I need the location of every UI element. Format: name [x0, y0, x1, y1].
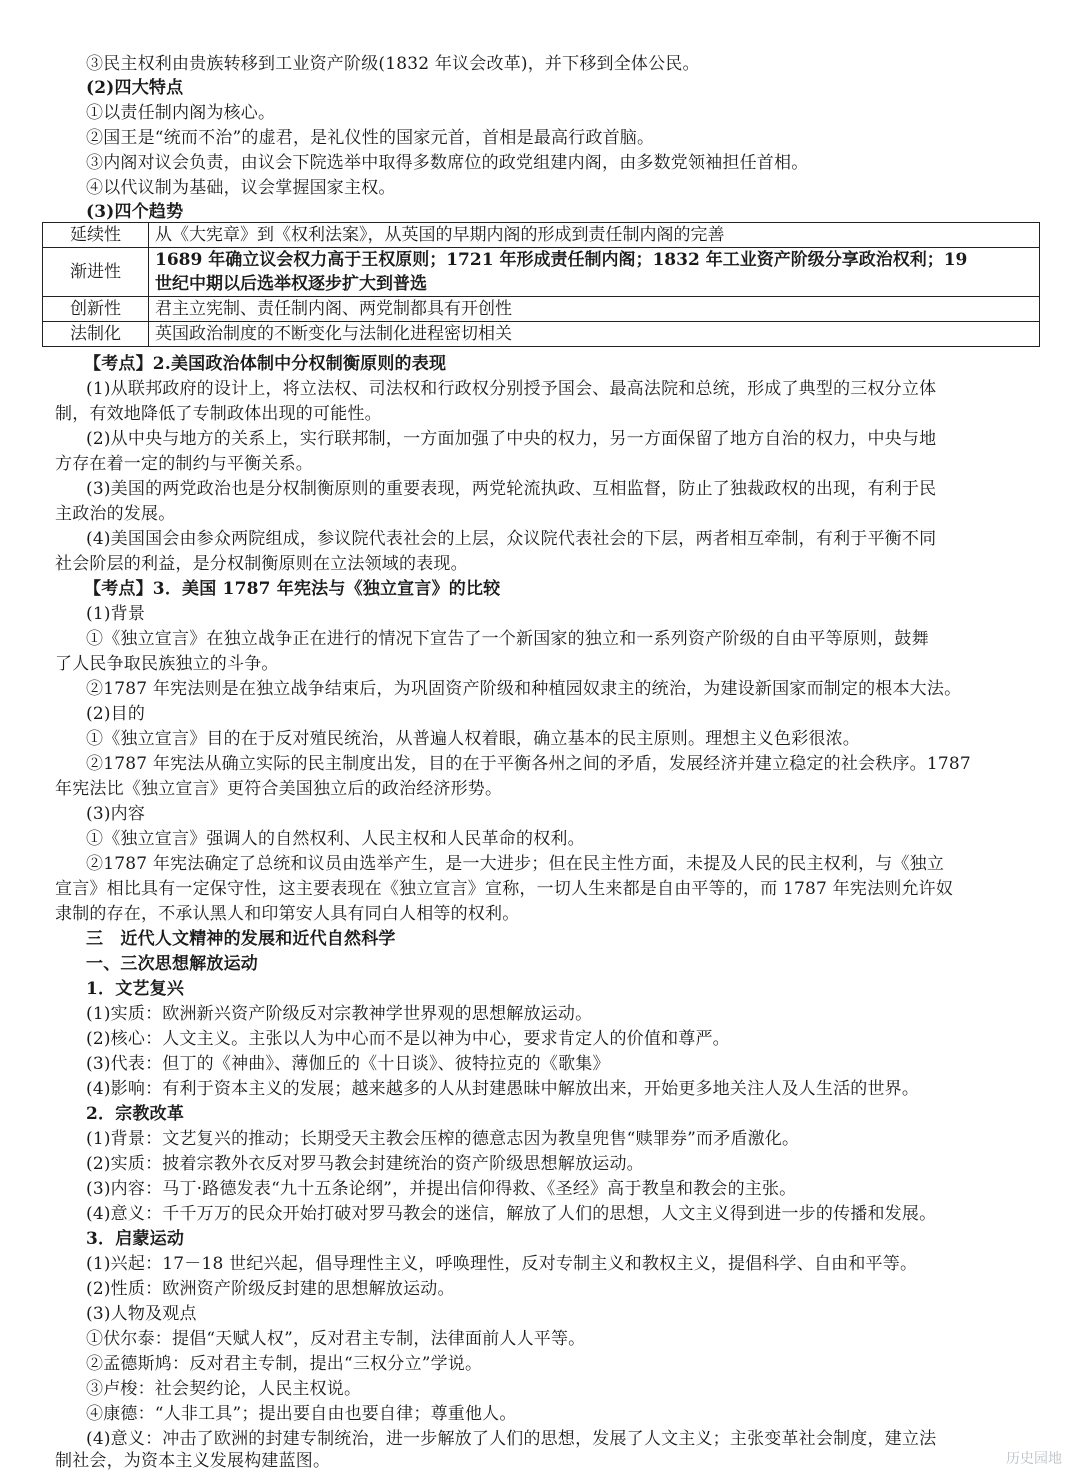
text-line: (4)意义：千千万万的民众开始打破对罗马教会的迷信，解放了人们的思想，人文主义得到进一步的传播和发展。: [86, 1204, 937, 1224]
text-line: (2)实质：披着宗教外衣反对罗马教会封建统治的资产阶级思想解放运动。: [86, 1154, 644, 1174]
section-heading: 【考点】3．美国 1787 年宪法与《独立宣言》的比较: [84, 579, 501, 599]
text-line: (1)兴起：17－18 世纪兴起，倡导理性主义，呼唤理性，反对专制主义和教权主义，提倡科学、自由和平等。: [86, 1254, 918, 1274]
text-line: ①《独立宣言》强调人的自然权利、人民主权和人民革命的权利。: [86, 829, 585, 849]
trend-table: [42, 222, 1040, 347]
table-cell-key: 渐进性: [43, 248, 149, 297]
text-line: (3)内容：马丁·路德发表“九十五条论纲”，并提出信仰得救、《圣经》高于教皇和教会的主张。: [86, 1179, 797, 1199]
table-cell-value: 从《大宪章》到《权利法案》，从英国的早期内阁的形成到责任制内阁的完善: [149, 223, 1040, 248]
text-line: (1)实质：欧洲新兴资产阶级反对宗教神学世界观的思想解放运动。: [86, 1004, 593, 1024]
text-line: ③内阁对议会负责，由议会下院选举中取得多数席位的政党组建内阁，由多数党领袖担任首相。: [86, 153, 809, 173]
text-line: 方存在着一定的制约与平衡关系。: [55, 454, 313, 474]
subheading: (2)目的: [86, 704, 146, 724]
text-line: ②1787 年宪法从确立实际的民主制度出发，目的在于平衡各州之间的矛盾，发展经济并建立稳定的社会秩序。1787: [86, 754, 971, 774]
table-row: [43, 223, 1040, 248]
text-line: ②1787 年宪法则是在独立战争结束后，为巩固资产阶级和种植园奴隶主的统治，为建设新国家而制定的根本大法。: [86, 679, 962, 699]
text-line: (4)影响：有利于资本主义的发展；越来越多的人从封建愚昧中解放出来，开始更多地关注人及人生活的世界。: [86, 1079, 920, 1099]
text-line: 宣言》相比具有一定保守性，这主要表现在《独立宣言》宣称，一切人生来都是自由平等的，而 1787 年宪法则允许奴: [55, 879, 954, 899]
subheading: 2．宗教改革: [86, 1104, 185, 1124]
table-cell-key: 创新性: [43, 297, 149, 322]
text-line: ④以代议制为基础，议会掌握国家主权。: [86, 178, 396, 198]
text-line: (4)意义：冲击了欧洲的封建专制统治，进一步解放了人们的思想，发展了人文主义；主张变革社会制度，建立法: [86, 1429, 937, 1449]
subheading: (3)人物及观点: [86, 1304, 197, 1324]
subheading: (3)内容: [86, 804, 146, 824]
table-row: [43, 297, 1040, 322]
text-line: (2)性质：欧洲资产阶级反封建的思想解放运动。: [86, 1279, 455, 1299]
table-row: [43, 248, 1040, 297]
text-line: 了人民争取民族独立的斗争。: [55, 654, 279, 674]
part-heading: 三 近代人文精神的发展和近代自然科学: [86, 929, 396, 949]
text-line: ③民主权利由贵族转移到工业资产阶级(1832 年议会改革)，并下移到全体公民。: [86, 54, 700, 74]
text-line: ③卢梭：社会契约论，人民主权说。: [86, 1379, 362, 1399]
text-line: 制，有效地降低了专制政体出现的可能性。: [55, 404, 382, 424]
text-line: 年宪法比《独立宣言》更符合美国独立后的政治经济形势。: [55, 779, 503, 799]
subheading: 1．文艺复兴: [86, 979, 185, 999]
text-line: 隶制的存在，不承认黑人和印第安人具有同白人相等的权利。: [55, 904, 520, 924]
table-cell-key: 法制化: [43, 322, 149, 347]
subheading: (3)四个趋势: [86, 202, 184, 222]
watermark: 历史园地: [1006, 1451, 1062, 1467]
text-line: 制社会，为资本主义发展构建蓝图。: [55, 1451, 331, 1471]
table-cell-value: 英国政治制度的不断变化与法制化进程密切相关: [149, 322, 1040, 347]
text-line: (4)美国国会由参众两院组成，参议院代表社会的上层，众议院代表社会的下层，两者相互牵制，有利于平衡不同: [86, 529, 937, 549]
text-line: ①《独立宣言》在独立战争正在进行的情况下宣告了一个新国家的独立和一系列资产阶级的自由平等原则，鼓舞: [86, 629, 929, 649]
text-line: ①《独立宣言》目的在于反对殖民统治，从普遍人权着眼，确立基本的民主原则。理想主义色彩很浓。: [86, 729, 860, 749]
text-line: ②国王是“统而不治”的虚君，是礼仪性的国家元首，首相是最高行政首脑。: [86, 128, 655, 148]
text-line: (3)美国的两党政治也是分权制衡原则的重要表现，两党轮流执政、互相监督，防止了独裁政权的出现，有利于民: [86, 479, 937, 499]
text-line: (2)核心：人文主义。主张以人为中心而不是以神为中心，要求肯定人的价值和尊严。: [86, 1029, 730, 1049]
text-line: (3)代表：但丁的《神曲》、薄伽丘的《十日谈》、彼特拉克的《歌集》: [86, 1054, 610, 1074]
subheading: (2)四大特点: [86, 78, 184, 98]
subheading: (1)背景: [86, 604, 146, 624]
text-line: ④康德：“人非工具”；提出要自由也要自律；尊重他人。: [86, 1404, 517, 1424]
text-line: ②孟德斯鸠：反对君主专制，提出“三权分立”学说。: [86, 1354, 483, 1374]
table-cell-key: 延续性: [43, 223, 149, 248]
section-heading: 一、三次思想解放运动: [86, 954, 258, 974]
text-line: 社会阶层的利益，是分权制衡原则在立法领域的表现。: [55, 554, 468, 574]
table-cell-value: 1689 年确立议会权力高于王权原则；1721 年形成责任制内阁；1832 年工业资产阶级分享政治权利；19 世纪中期以后选举权逐步扩大到普选: [149, 248, 1040, 297]
text-line: 主政治的发展。: [55, 504, 176, 524]
text-line: ①伏尔泰：提倡“天赋人权”，反对君主专制，法律面前人人平等。: [86, 1329, 586, 1349]
subheading: 3．启蒙运动: [86, 1229, 185, 1249]
text-line: (2)从中央与地方的关系上，实行联邦制，一方面加强了中央的权力，另一方面保留了地方自治的权力，中央与地: [86, 429, 937, 449]
text-line: (1)背景：文艺复兴的推动；长期受天主教会压榨的德意志因为教皇兜售“赎罪券”而矛盾激化。: [86, 1129, 800, 1149]
text-line: ②1787 年宪法确定了总统和议员由选举产生，是一大进步；但在民主性方面，未提及人民的民主权利，与《独立: [86, 854, 945, 874]
text-line: (1)从联邦政府的设计上，将立法权、司法权和行政权分别授予国会、最高法院和总统，形成了典型的三权分立体: [86, 379, 937, 399]
table-cell-value: 君主立宪制、责任制内阁、两党制都具有开创性: [149, 297, 1040, 322]
table-row: [43, 322, 1040, 347]
text-line: ①以责任制内阁为核心。: [86, 103, 276, 123]
section-heading: 【考点】2.美国政治体制中分权制衡原则的表现: [84, 354, 447, 374]
